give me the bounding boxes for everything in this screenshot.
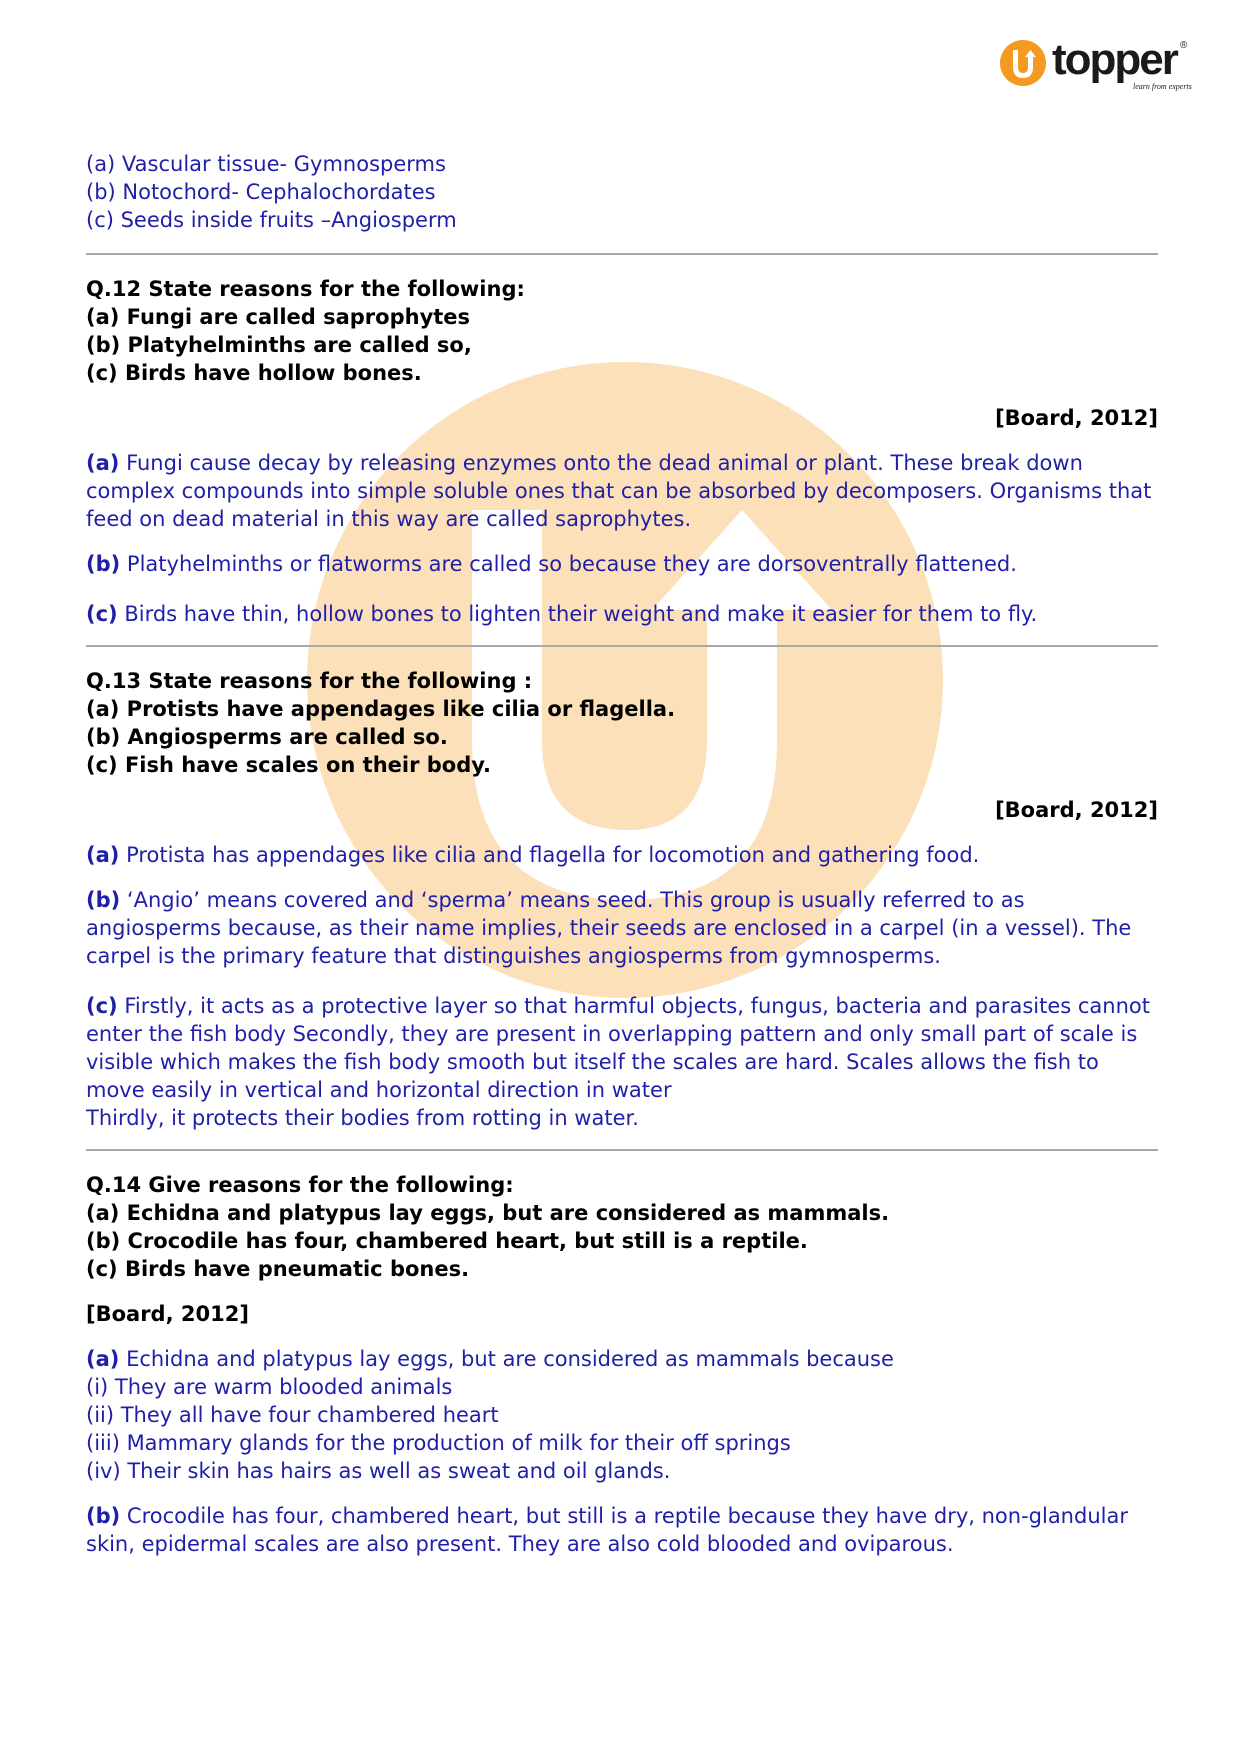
logo-tagline: learn from experts xyxy=(1133,82,1192,91)
answer-label: (c) xyxy=(86,602,118,626)
board-reference: [Board, 2012] xyxy=(995,798,1158,822)
logo-circle-icon xyxy=(1000,40,1046,86)
question-14 xyxy=(86,1171,1158,1283)
content xyxy=(86,150,1158,1558)
question-13 xyxy=(86,667,1158,779)
question-part: (b) Platyhelminths are called so, xyxy=(86,333,472,357)
divider xyxy=(86,1149,1158,1151)
question-part: (c) Birds have hollow bones. xyxy=(86,361,422,385)
answer-13c xyxy=(86,992,1158,1132)
question-12 xyxy=(86,275,1158,387)
board-reference: [Board, 2012] xyxy=(995,406,1158,430)
divider xyxy=(86,253,1158,255)
answer-text: Platyhelminths or flatworms are called so because they are dorsoventrally flattened. xyxy=(126,552,1017,576)
answer-point: (iv) Their skin has hairs as well as sweat and oil glands. xyxy=(86,1459,671,1483)
question-title: Q.14 Give reasons for the following: xyxy=(86,1173,514,1197)
answer-13a xyxy=(86,841,1158,869)
answer-text: ‘Angio’ means covered and ‘sperma’ means seed. This group is usually referred to as angiosperms because, as their name implies, their seeds are enclosed in a carpel (in a vessel). The carpel is the primary feature that distinguishes angiosperms from gymnosperms. xyxy=(86,888,1132,968)
answer-label: (b) xyxy=(86,552,121,576)
list-item: (c) Seeds inside fruits –Angiosperm xyxy=(86,208,457,232)
top-list xyxy=(86,150,1158,234)
question-part: (c) Birds have pneumatic bones. xyxy=(86,1257,470,1281)
answer-text: Birds have thin, hollow bones to lighten their weight and make it easier for them to fly. xyxy=(124,602,1038,626)
answer-label: (a) xyxy=(86,1347,120,1371)
answer-label: (b) xyxy=(86,1504,121,1528)
board-reference: [Board, 2012] xyxy=(86,1302,249,1326)
answer-12a xyxy=(86,449,1158,533)
list-item: (b) Notochord- Cephalochordates xyxy=(86,180,436,204)
answer-text: Fungi cause decay by releasing enzymes onto the dead animal or plant. These break down complex compounds into simple soluble ones that can be absorbed by decomposers. Organisms that feed on dead material in this way are called saprophytes. xyxy=(86,451,1152,531)
answer-12b xyxy=(86,550,1158,578)
answer-14a xyxy=(86,1345,1158,1485)
answer-text: Firstly, it acts as a protective layer so that harmful objects, fungus, bacteria and parasites cannot enter the fish body Secondly, they are present in overlapping pattern and only small part of scale is visible which makes the fish body smooth but itself the scales are hard. Scales allows the fish to move easily in vertical and horizontal direction in water xyxy=(86,994,1150,1102)
answer-point: (iii) Mammary glands for the production of milk for their off springs xyxy=(86,1431,791,1455)
question-part: (a) Echidna and platypus lay eggs, but are considered as mammals. xyxy=(86,1201,890,1225)
answer-12c xyxy=(86,600,1158,628)
question-title: Q.13 State reasons for the following : xyxy=(86,669,533,693)
answer-text-extra: Thirdly, it protects their bodies from rotting in water. xyxy=(86,1106,639,1130)
question-part: (c) Fish have scales on their body. xyxy=(86,753,492,777)
question-part: (a) Protists have appendages like cilia or flagella. xyxy=(86,697,676,721)
question-part: (b) Crocodile has four, chambered heart, but still is a reptile. xyxy=(86,1229,808,1253)
answer-point: (ii) They all have four chambered heart xyxy=(86,1403,499,1427)
question-part: (a) Fungi are called saprophytes xyxy=(86,305,471,329)
list-item: (a) Vascular tissue- Gymnosperms xyxy=(86,152,446,176)
answer-label: (b) xyxy=(86,888,121,912)
divider xyxy=(86,645,1158,647)
answer-text: Protista has appendages like cilia and flagella for locomotion and gathering food. xyxy=(126,843,980,867)
answer-label: (a) xyxy=(86,451,120,475)
question-title: Q.12 State reasons for the following: xyxy=(86,277,525,301)
logo-wordmark: topper xyxy=(1052,35,1177,84)
logo-registered-mark: ® xyxy=(1180,40,1188,51)
question-part: (b) Angiosperms are called so. xyxy=(86,725,448,749)
topper-logo xyxy=(1000,35,1200,98)
answer-text: Echidna and platypus lay eggs, but are considered as mammals because xyxy=(126,1347,894,1371)
answer-13b xyxy=(86,886,1158,970)
answer-label: (a) xyxy=(86,843,120,867)
answer-label: (c) xyxy=(86,994,118,1018)
answer-point: (i) They are warm blooded animals xyxy=(86,1375,453,1399)
answer-text: Crocodile has four, chambered heart, but still is a reptile because they have dry, non-glandular skin, epidermal scales are also present. They are also cold blooded and oviparous. xyxy=(86,1504,1128,1556)
answer-14b xyxy=(86,1502,1158,1558)
